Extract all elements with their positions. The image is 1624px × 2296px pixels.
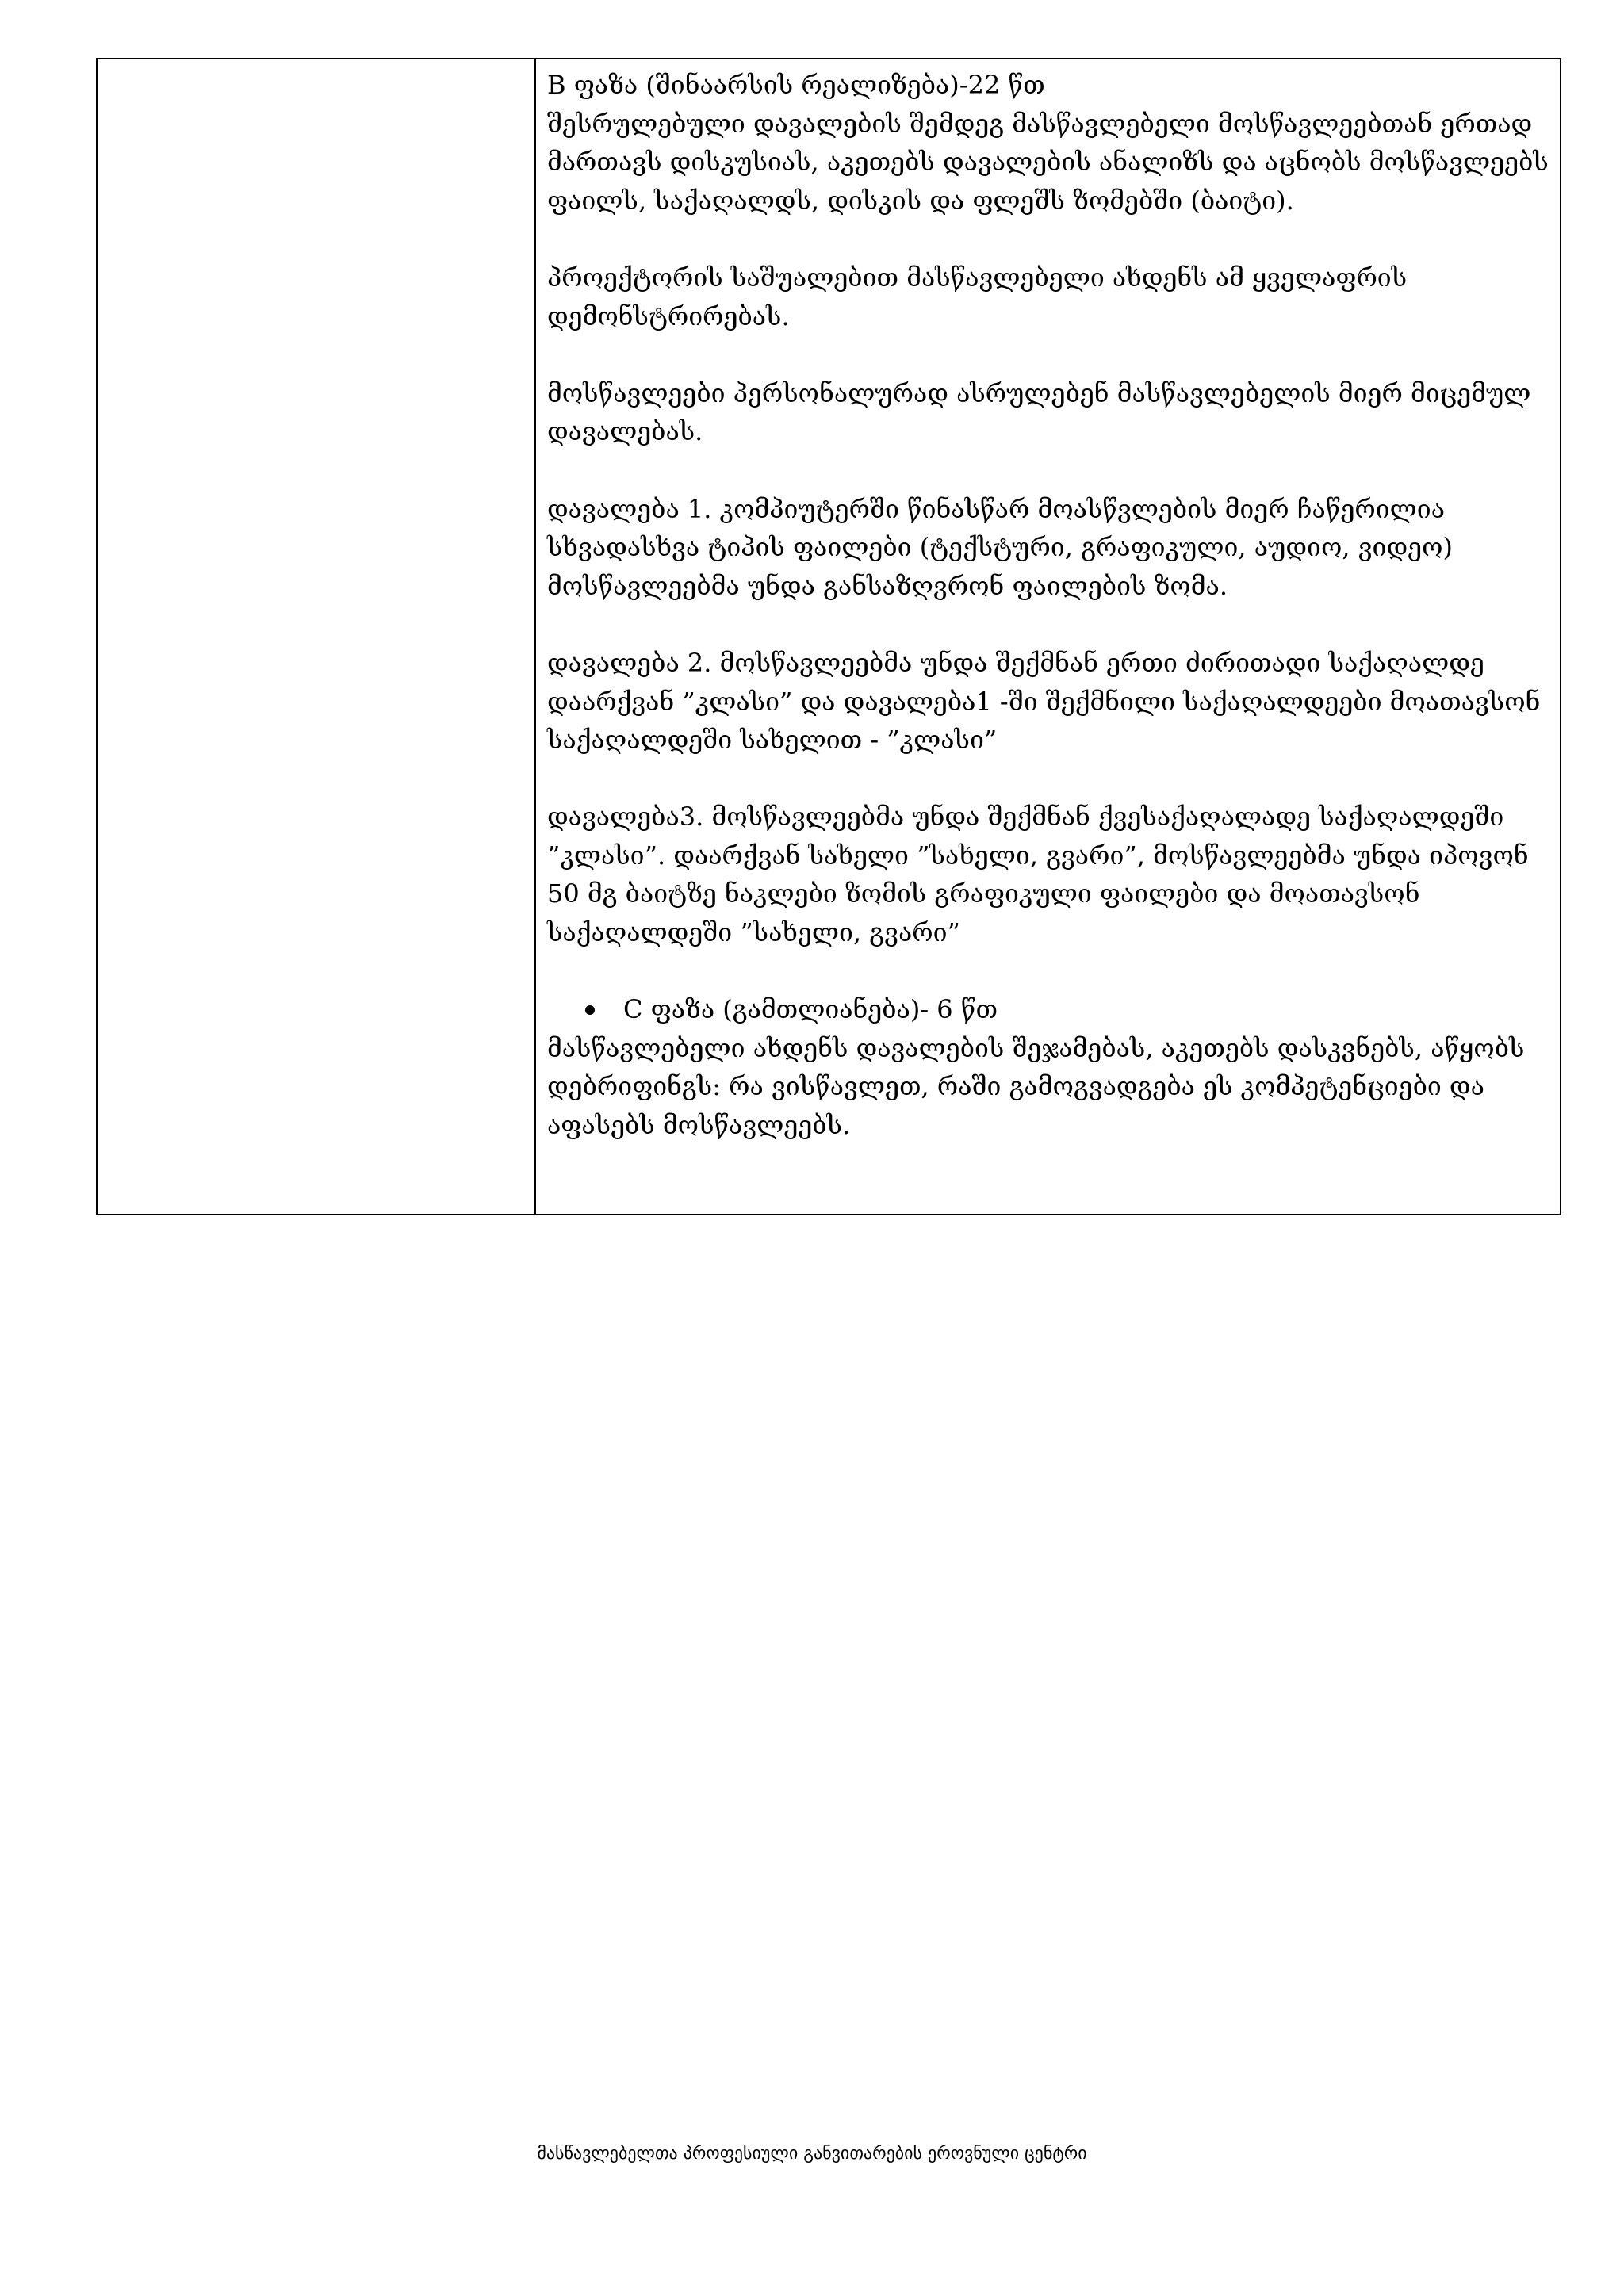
bullet-icon	[585, 1005, 595, 1015]
table-row	[97, 59, 1561, 1215]
phase-c-bullet	[547, 990, 1549, 1029]
phase-c-heading: C ფაზა (გამთლიანება)- 6 წთ	[623, 994, 998, 1025]
page-footer: მასწავლებელთა პროფესიული განვითარების ეროვნული ცენტრი	[537, 2144, 1087, 2164]
phase-b-projector: პროექტორის საშუალებით მასწავლებელი ახდენს ამ ყველაფრის დემონსტრირებას.	[547, 262, 1408, 331]
phase-b-personal: მოსწავლეები პერსონალურად ასრულებენ მასწავლებელის მიერ მიცემულ დავალებას.	[547, 377, 1531, 447]
task-1: დავალება 1. კომპიუტერში წინასწარ მოასწვლების მიერ ჩაწერილია სხვადასხვა ტიპის ფაილები (ტექსტური, გრაფიკული, აუდიო, ვიდეო) მოსწავლეებმა უნდა განსაზღვრონ ფაილების ზომა.	[547, 493, 1453, 601]
activity-description-cell	[535, 59, 1561, 1215]
phase-c-text: მასწავლებელი ახდენს დავალების შეჯამებას, აკეთებს დასკვნებს, აწყობს დებრიფინგს: რა ვისწავლეთ, რაში გამოგვადგება ეს კომპეტენციები და აფასებს მოსწავლეებს.	[547, 1032, 1525, 1141]
task-3: დავალება3. მოსწავლეებმა უნდა შექმნან ქვესაქაღალადე საქაღალდეში ”კლასი”. დაარქვან სახელი ”სახელი, გვარი”, მოსწავლეებმა უნდა იპოვონ 50 მგ ბაიტზე ნაკლები ზომის გრაფიკული ფაილები და მოათავსონ საქაღალდეში ”სახელი, გვარი”	[547, 802, 1529, 948]
lesson-plan-table	[96, 58, 1561, 1215]
phase-b-heading: B ფაზა (შინაარსის რეალიზება)-22 წთ	[547, 70, 1045, 100]
phase-b-intro: შესრულებული დავალების შემდეგ მასწავლებელი მოსწავლეებთან ერთად მართავს დისკუსიას, აკეთებს დავალების ანალიზს და აცნობს მოსწავლეებს ფაილს, საქაღალდს, დისკის და ფლეშს ზომებში (ბაიტი).	[547, 108, 1549, 216]
task-2: დავალება 2. მოსწავლეებმა უნდა შექმნან ერთი ძირითადი საქაღალდე დაარქვან ”კლასი” და დავალება1 -ში შექმნილი საქაღალდეები მოათავსონ საქაღალდეში სახელით - ”კლასი”	[547, 647, 1541, 756]
empty-left-cell	[97, 59, 535, 1215]
